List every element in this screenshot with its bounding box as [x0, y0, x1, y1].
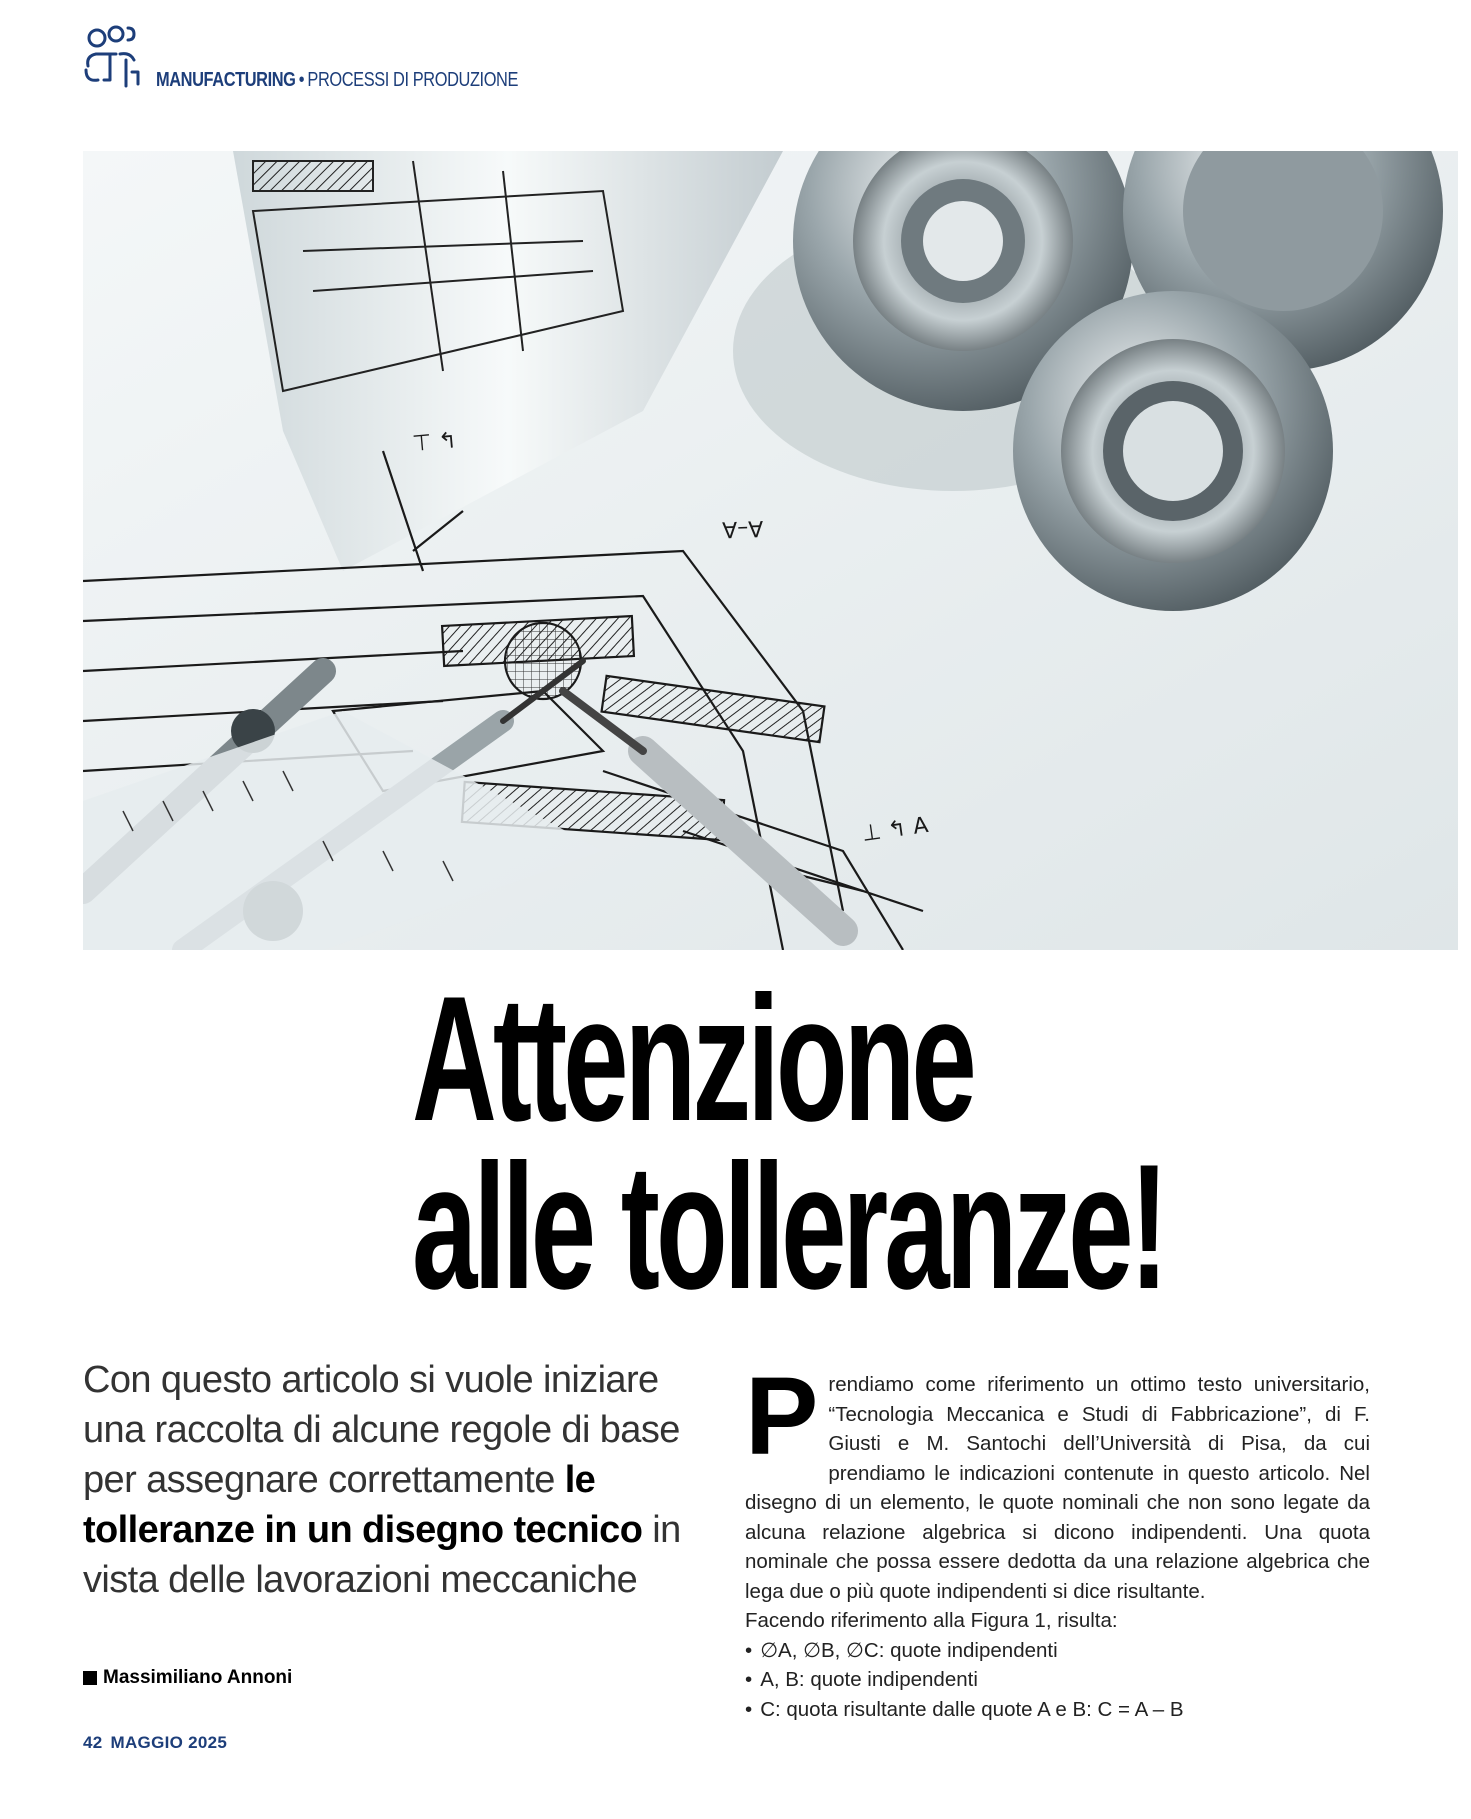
article-title [412, 959, 1412, 1326]
lead-text-2: in vista delle lavorazioni meccaniche [83, 1509, 681, 1601]
lead-bold-text: le tolleranze in un disegno tecnico [83, 1459, 643, 1551]
page-footer [83, 1733, 235, 1753]
gear-wrench-logo-icon [80, 22, 148, 92]
subsection-name: PROCESSI DI PRODUZIONE [307, 69, 519, 91]
svg-text:⊥ ↰ A: ⊥ ↰ A [860, 812, 930, 847]
byline-square-icon [83, 1671, 97, 1685]
list-item: • C: quota risultante dalle quote A e B: C = A – B [745, 1695, 1370, 1725]
lead-text-1: Con questo articolo si vuole iniziare una raccolta di alcune regole di base per assegnare correttamente [83, 1359, 680, 1501]
hero-photo [83, 151, 1458, 950]
svg-text:A–A: A–A [721, 515, 764, 542]
technical-drawing-illustration [83, 151, 1458, 950]
body-paragraph-1: rendiamo come riferimento un ottimo testo universitario, “Tecnologia Meccanica e Studi di Fabbricazione”, di F. Giusti e M. Santochi dell’Università di Pisa, da cui prendiamo le indicazioni contenute in questo articolo. Nel disegno di un elemento, le quote nominali che non sono legate da alcuna relazione algebrica si dicono indipendenti. Una quota nominale che possa essere dedotta da una relazione algebrica che lega due o più quote indipendenti si dice risultante. [745, 1373, 1370, 1603]
list-item: • ∅A, ∅B, ∅C: quote indipendenti [745, 1636, 1370, 1666]
list-item: • A, B: quote indipendenti [745, 1665, 1370, 1695]
title-line-2: alle tolleranze! [412, 1127, 1165, 1326]
issue-date: MAGGIO 2025 [110, 1733, 228, 1752]
section-separator: • [298, 69, 305, 91]
body-paragraph-2: Facendo riferimento alla Figura 1, risulta: [745, 1609, 1118, 1632]
page-number: 42 [83, 1733, 103, 1752]
body-column [745, 1355, 1370, 1724]
author-name: Massimiliano Annoni [103, 1667, 293, 1688]
lead-paragraph [83, 1355, 723, 1605]
section-name: MANUFACTURING [156, 69, 296, 91]
byline [83, 1667, 292, 1689]
bullet-list [745, 1636, 1370, 1725]
title-line-1: Attenzione [412, 959, 973, 1158]
section-label [156, 70, 597, 92]
page-header [80, 12, 597, 92]
drop-cap: P [745, 1355, 819, 1478]
svg-text:⊤ ↰: ⊤ ↰ [411, 428, 458, 457]
